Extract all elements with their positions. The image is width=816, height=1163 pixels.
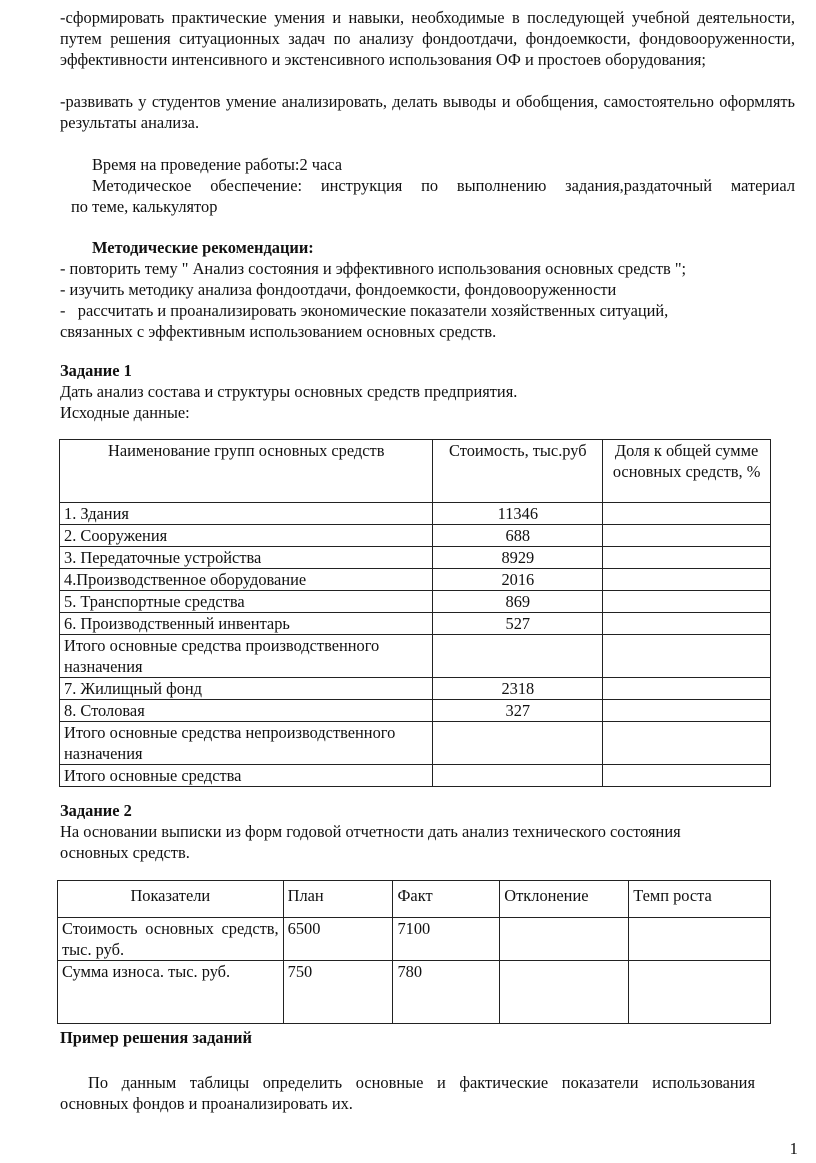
table-row bbox=[60, 678, 771, 700]
method-support-line-2: по теме, калькулятор bbox=[71, 197, 218, 216]
table-row bbox=[60, 591, 771, 613]
col-header-share: Доля к общей сумме основных средств, % bbox=[603, 440, 771, 503]
row-plan: 750 bbox=[283, 961, 393, 1024]
row-share bbox=[603, 722, 771, 765]
row-name: Стоимость основных средств, тыс. руб. bbox=[58, 918, 284, 961]
row-value: 327 bbox=[433, 700, 603, 722]
row-name: Сумма износа. тыс. руб. bbox=[58, 961, 284, 1024]
table-row bbox=[60, 700, 771, 722]
intro-paragraph-2: -развивать у студентов умение анализировать, делать выводы и обобщения, самостоятельно оформлять результаты анализа. bbox=[60, 92, 795, 132]
table-header-row bbox=[60, 440, 771, 503]
row-name: Итого основные средства производственного назначения bbox=[60, 635, 433, 678]
col-header-plan: План bbox=[283, 881, 393, 918]
table-row-subtotal bbox=[60, 635, 771, 678]
row-share bbox=[603, 700, 771, 722]
row-value: 8929 bbox=[433, 547, 603, 569]
row-growth bbox=[629, 918, 771, 961]
col-header-deviation: Отклонение bbox=[500, 881, 629, 918]
row-fact: 780 bbox=[393, 961, 500, 1024]
table-header-row bbox=[58, 881, 771, 918]
task1-source-label: Исходные данные: bbox=[60, 403, 190, 422]
time-line: Время на проведение работы:2 часа bbox=[92, 155, 343, 174]
row-name: 2. Сооружения bbox=[60, 525, 433, 547]
row-name: 8. Столовая bbox=[60, 700, 433, 722]
row-growth bbox=[629, 961, 771, 1024]
row-share bbox=[603, 525, 771, 547]
row-value: 527 bbox=[433, 613, 603, 635]
page-number: 1 bbox=[789, 1139, 798, 1158]
row-share bbox=[603, 547, 771, 569]
row-name: 6. Производственный инвентарь bbox=[60, 613, 433, 635]
task2-description-line-1: На основании выписки из форм годовой отчетности дать анализ технического состояния bbox=[60, 822, 681, 841]
table-row bbox=[60, 503, 771, 525]
task1-title: Задание 1 bbox=[60, 361, 132, 380]
row-deviation bbox=[500, 918, 629, 961]
col-header-indicator: Показатели bbox=[58, 881, 284, 918]
row-value bbox=[433, 635, 603, 678]
col-header-growth: Темп роста bbox=[629, 881, 771, 918]
method-support-line-1: Методическое обеспечение: инструкция по выполнению задания,раздаточный материал bbox=[92, 176, 795, 195]
row-share bbox=[603, 503, 771, 525]
task2-title: Задание 2 bbox=[60, 801, 132, 820]
row-name: 1. Здания bbox=[60, 503, 433, 525]
recommendation-item: - изучить методику анализа фондоотдачи, фондоемкости, фондовооруженности bbox=[60, 280, 617, 299]
intro-paragraph-1: -сформировать практические умения и навыки, необходимые в последующей учебной деятельности, путем решения ситуационных задач по анализу фондоотдачи, фондоемкости, фондовооруженности, эффективности интенсивного и экстенсивного использования ОФ и простоев оборудования; bbox=[60, 8, 795, 69]
col-header-cost: Стоимость, тыс.руб bbox=[433, 440, 603, 503]
table-row-total bbox=[60, 765, 771, 787]
row-share bbox=[603, 678, 771, 700]
recommendation-item: - рассчитать и проанализировать экономические показатели хозяйственных ситуаций, bbox=[60, 301, 669, 320]
example-title: Пример решения заданий bbox=[60, 1028, 252, 1047]
row-name: 4.Производственное оборудование bbox=[60, 569, 433, 591]
table-row bbox=[58, 961, 771, 1024]
recommendation-item: связанных с эффективным использованием основных средств. bbox=[60, 322, 497, 341]
row-share bbox=[603, 635, 771, 678]
table-row bbox=[60, 547, 771, 569]
row-fact: 7100 bbox=[393, 918, 500, 961]
row-value: 688 bbox=[433, 525, 603, 547]
recommendations-title: Методические рекомендации: bbox=[92, 238, 314, 257]
technical-state-table bbox=[57, 880, 771, 1024]
row-share bbox=[603, 613, 771, 635]
row-value bbox=[433, 722, 603, 765]
row-name: 7. Жилищный фонд bbox=[60, 678, 433, 700]
row-name: Итого основные средства непроизводственного назначения bbox=[60, 722, 433, 765]
row-plan: 6500 bbox=[283, 918, 393, 961]
table-row bbox=[60, 525, 771, 547]
row-value: 2318 bbox=[433, 678, 603, 700]
row-value bbox=[433, 765, 603, 787]
row-value: 869 bbox=[433, 591, 603, 613]
task2-description-line-2: основных средств. bbox=[60, 843, 190, 862]
fixed-assets-table bbox=[59, 439, 771, 787]
col-header-group: Наименование групп основных средств bbox=[60, 440, 433, 503]
col-header-fact: Факт bbox=[393, 881, 500, 918]
table-row-subtotal bbox=[60, 722, 771, 765]
table-row bbox=[58, 918, 771, 961]
row-name: 5. Транспортные средства bbox=[60, 591, 433, 613]
row-value: 11346 bbox=[433, 503, 603, 525]
table-row bbox=[60, 569, 771, 591]
row-name: 3. Передаточные устройства bbox=[60, 547, 433, 569]
example-text-line-2: основных фондов и проанализировать их. bbox=[60, 1094, 353, 1113]
row-share bbox=[603, 569, 771, 591]
table-row bbox=[60, 613, 771, 635]
row-name: Итого основные средства bbox=[60, 765, 433, 787]
row-share bbox=[603, 765, 771, 787]
example-text-line-1: По данным таблицы определить основные и фактические показатели использования bbox=[88, 1073, 755, 1092]
row-value: 2016 bbox=[433, 569, 603, 591]
recommendation-item: - повторить тему " Анализ состояния и эффективного использования основных средств "; bbox=[60, 259, 687, 278]
row-deviation bbox=[500, 961, 629, 1024]
task1-description: Дать анализ состава и структуры основных средств предприятия. bbox=[60, 382, 518, 401]
row-share bbox=[603, 591, 771, 613]
